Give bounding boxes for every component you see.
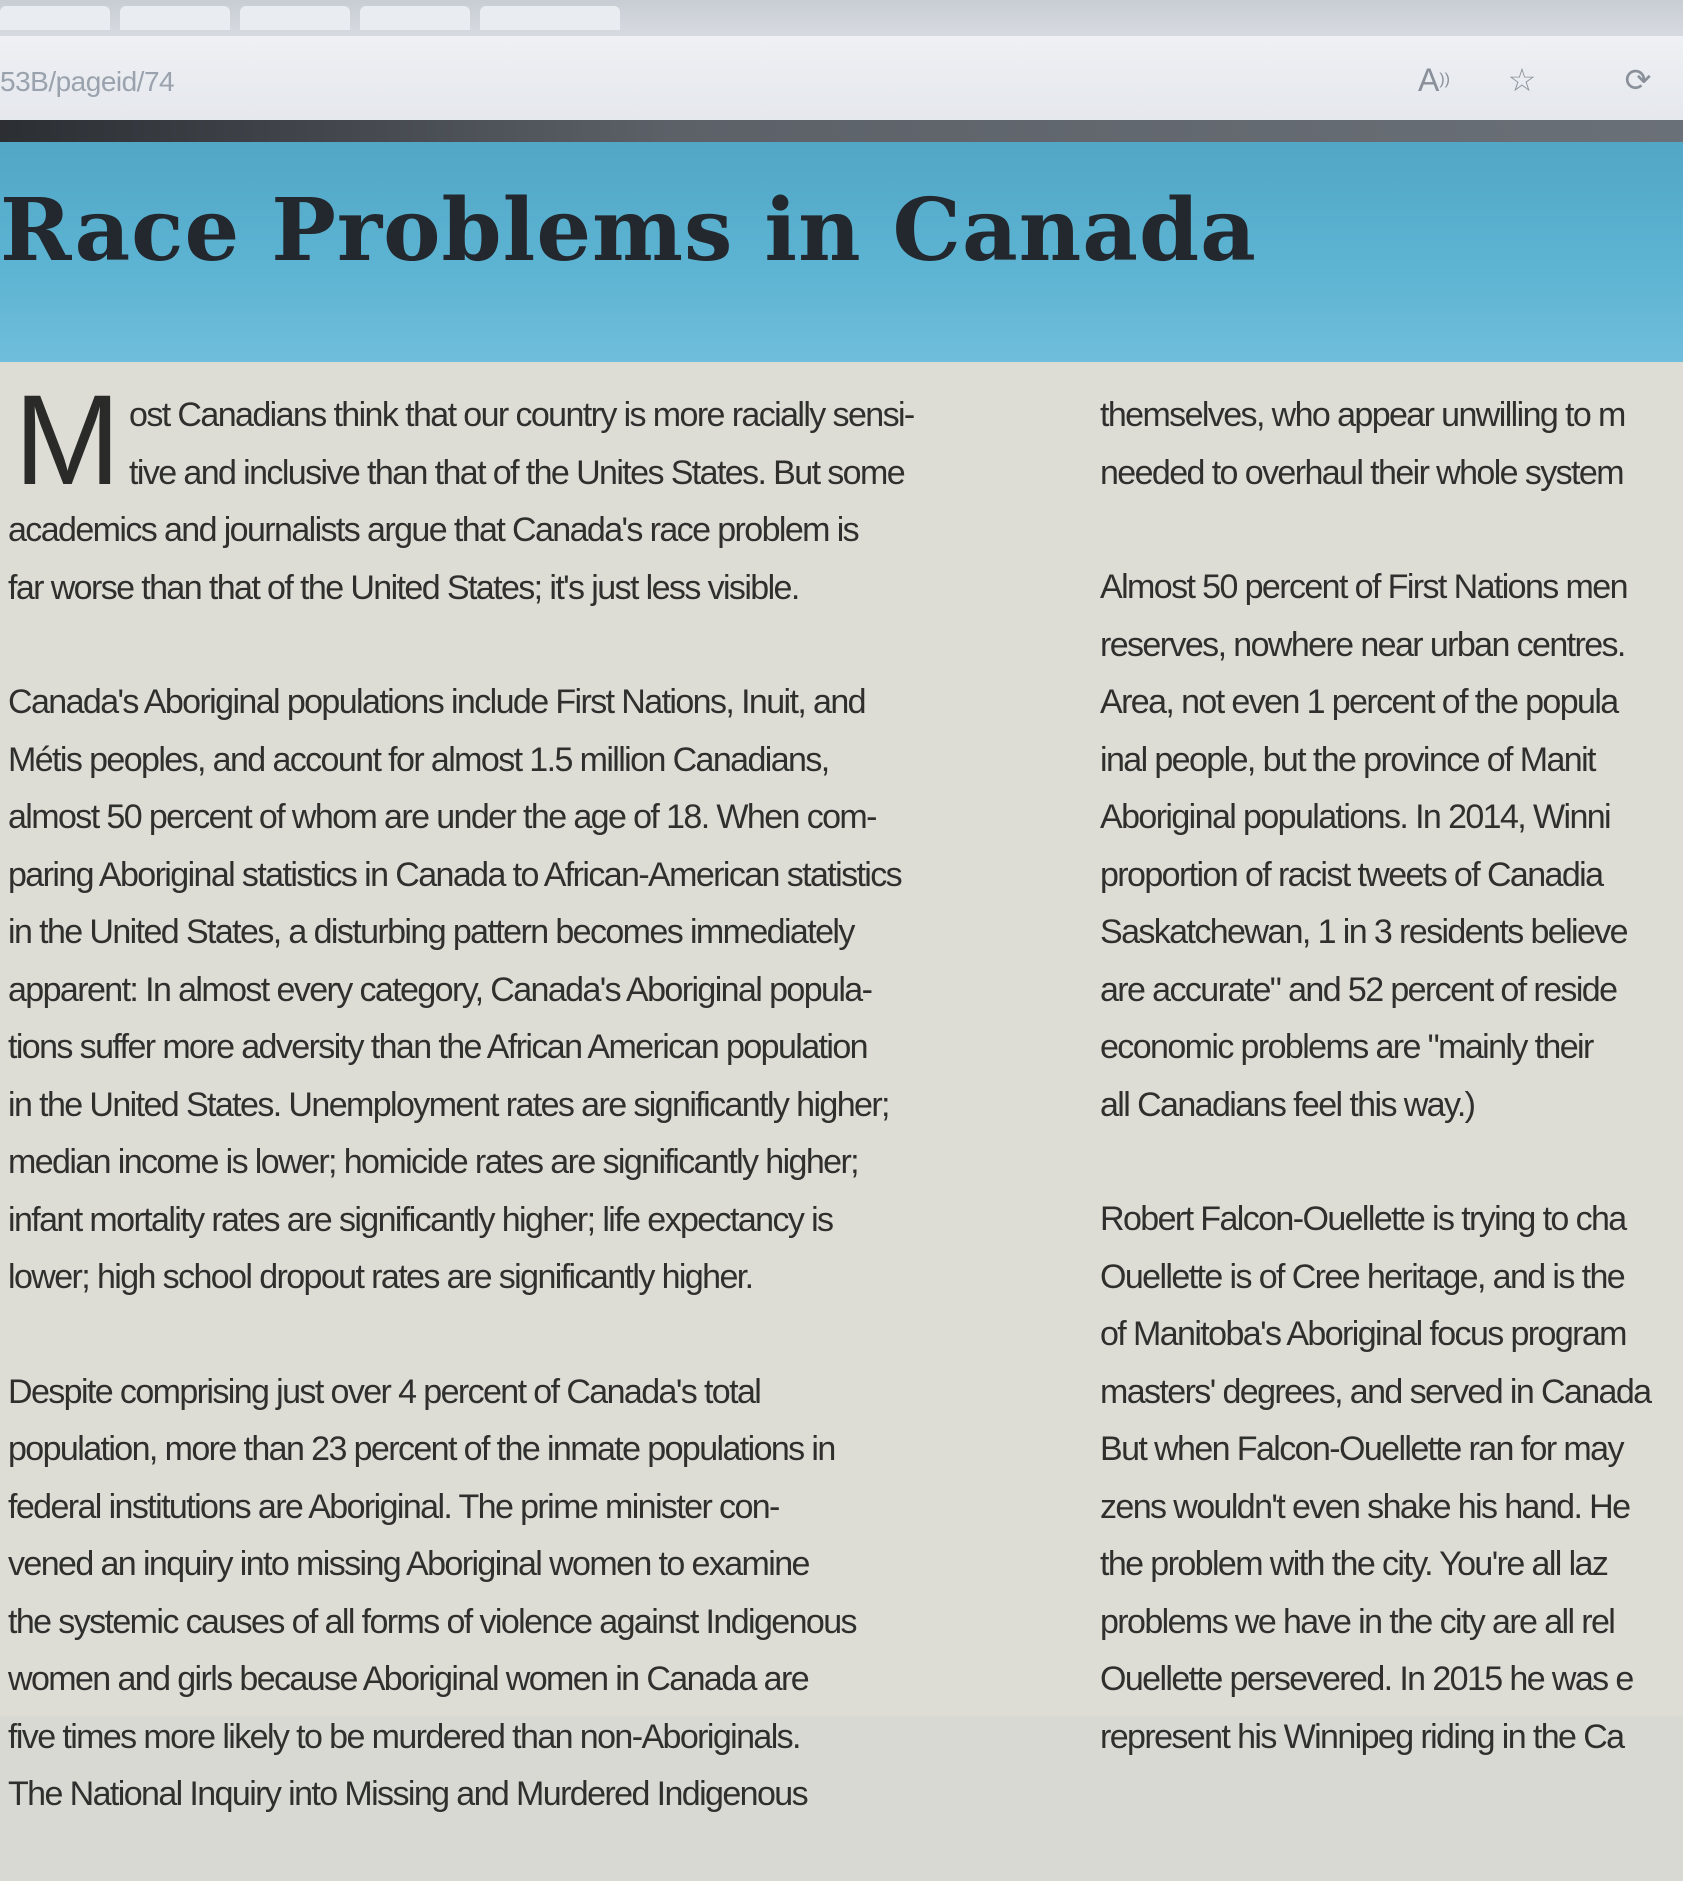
text-line: of Manitoba's Aboriginal focus program	[1100, 1315, 1626, 1353]
browser-tab-strip	[0, 0, 1683, 36]
text-line: Ouellette is of Cree heritage, and is the	[1100, 1257, 1625, 1296]
browser-tab[interactable]	[360, 6, 470, 30]
text-line: infant mortality rates are significantly higher; life expectancy is	[8, 1200, 833, 1239]
text-line: needed to overhaul their whole system	[1100, 453, 1623, 492]
text-line: economic problems are "mainly their	[1100, 1028, 1593, 1066]
text-line: proportion of racist tweets of Canadia	[1100, 855, 1603, 894]
text-line: represent his Winnipeg riding in the Ca	[1100, 1717, 1624, 1756]
text-line: academics and journalists argue that Canada's race problem is	[8, 511, 859, 549]
paragraph	[1100, 387, 1683, 502]
text-line: apparent: In almost every category, Canada's Aboriginal popula-	[8, 970, 872, 1009]
text-line: Area, not even 1 percent of the popula	[1100, 683, 1618, 721]
text-line: inal people, but the province of Manit	[1100, 740, 1595, 779]
text-line: five times more likely to be murdered than non-Aboriginals.	[8, 1717, 800, 1756]
text-line: the problem with the city. You're all laz	[1100, 1545, 1608, 1583]
text-line: tions suffer more adversity than the African American population	[8, 1028, 867, 1066]
text-line: Almost 50 percent of First Nations men	[1100, 568, 1627, 606]
address-bar[interactable]	[0, 36, 1683, 129]
url-text[interactable]: 53B/pageid/74	[0, 66, 175, 97]
text-line: Aboriginal populations. In 2014, Winni	[1100, 798, 1611, 836]
right-column	[1100, 387, 1683, 1823]
browser-tab[interactable]	[120, 6, 230, 30]
text-line: women and girls because Aboriginal women in Canada are	[8, 1660, 809, 1698]
paragraph	[8, 674, 1018, 1307]
paragraph	[8, 369, 1018, 617]
text-line: tive and inclusive than that of the Unites States. But some	[129, 453, 905, 492]
paragraph	[8, 1364, 1018, 1824]
text-line: paring Aboriginal statistics in Canada to African-American statistics	[8, 855, 902, 894]
text-line: ost Canadians think that our country is more racially sensi-	[129, 396, 914, 434]
text-line: Saskatchewan, 1 in 3 residents believe	[1100, 913, 1627, 951]
text-line: lower; high school dropout rates are significantly higher.	[8, 1258, 753, 1296]
text-line: zens wouldn't even shake his hand. He	[1100, 1487, 1630, 1526]
text-line: in the United States, a disturbing pattern becomes immediately	[8, 913, 854, 951]
browser-tab[interactable]	[0, 6, 110, 30]
text-line: population, more than 23 percent of the inmate populations in	[8, 1430, 835, 1468]
text-line: federal institutions are Aboriginal. The prime minister con-	[8, 1487, 779, 1526]
text-line: Despite comprising just over 4 percent of Canada's total	[8, 1372, 761, 1411]
refresh-icon[interactable]: ⟳	[1624, 62, 1652, 98]
text-line: Métis peoples, and account for almost 1.5 million Canadians,	[8, 740, 829, 779]
text-line: But when Falcon-Ouellette ran for may	[1100, 1430, 1623, 1468]
left-column	[8, 369, 1018, 1881]
text-line: all Canadians feel this way.)	[1100, 1085, 1475, 1124]
site-top-bar	[0, 120, 1683, 142]
text-line: the systemic causes of all forms of violence against Indigenous	[8, 1602, 856, 1641]
text-line: masters' degrees, and served in Canada	[1100, 1372, 1651, 1411]
text-line: vened an inquiry into missing Aboriginal women to examine	[8, 1545, 809, 1583]
text-line: far worse than that of the United States; it's just less visible.	[8, 568, 799, 607]
browser-tab[interactable]	[480, 6, 620, 30]
paragraph	[1100, 1191, 1683, 1766]
text-line: in the United States. Unemployment rates are significantly higher;	[8, 1085, 889, 1124]
text-line: are accurate" and 52 percent of reside	[1100, 970, 1617, 1009]
text-line: almost 50 percent of whom are under the age of 18. When com-	[8, 798, 876, 836]
browser-tab[interactable]	[240, 6, 350, 30]
article-body	[0, 362, 1683, 1813]
paragraph	[1100, 559, 1683, 1134]
text-line: Ouellette persevered. In 2015 he was e	[1100, 1660, 1633, 1698]
text-line: themselves, who appear unwilling to m	[1100, 396, 1625, 434]
text-line: Canada's Aboriginal populations include First Nations, Inuit, and	[8, 683, 865, 721]
text-line: problems we have in the city are all rel	[1100, 1602, 1615, 1641]
text-line: median income is lower; homicide rates are significantly higher;	[8, 1143, 859, 1181]
text-line: Robert Falcon-Ouellette is trying to cha	[1100, 1200, 1626, 1238]
text-line: The National Inquiry into Missing and Murdered Indigenous	[8, 1775, 807, 1813]
favorite-star-icon[interactable]: ☆	[1507, 62, 1537, 98]
text-line: reserves, nowhere near urban centres.	[1100, 625, 1625, 664]
read-aloud-icon[interactable]: A ))	[1418, 61, 1450, 98]
dropcap: M	[14, 369, 120, 512]
page-title: Race Problems in Canada	[0, 180, 1257, 281]
